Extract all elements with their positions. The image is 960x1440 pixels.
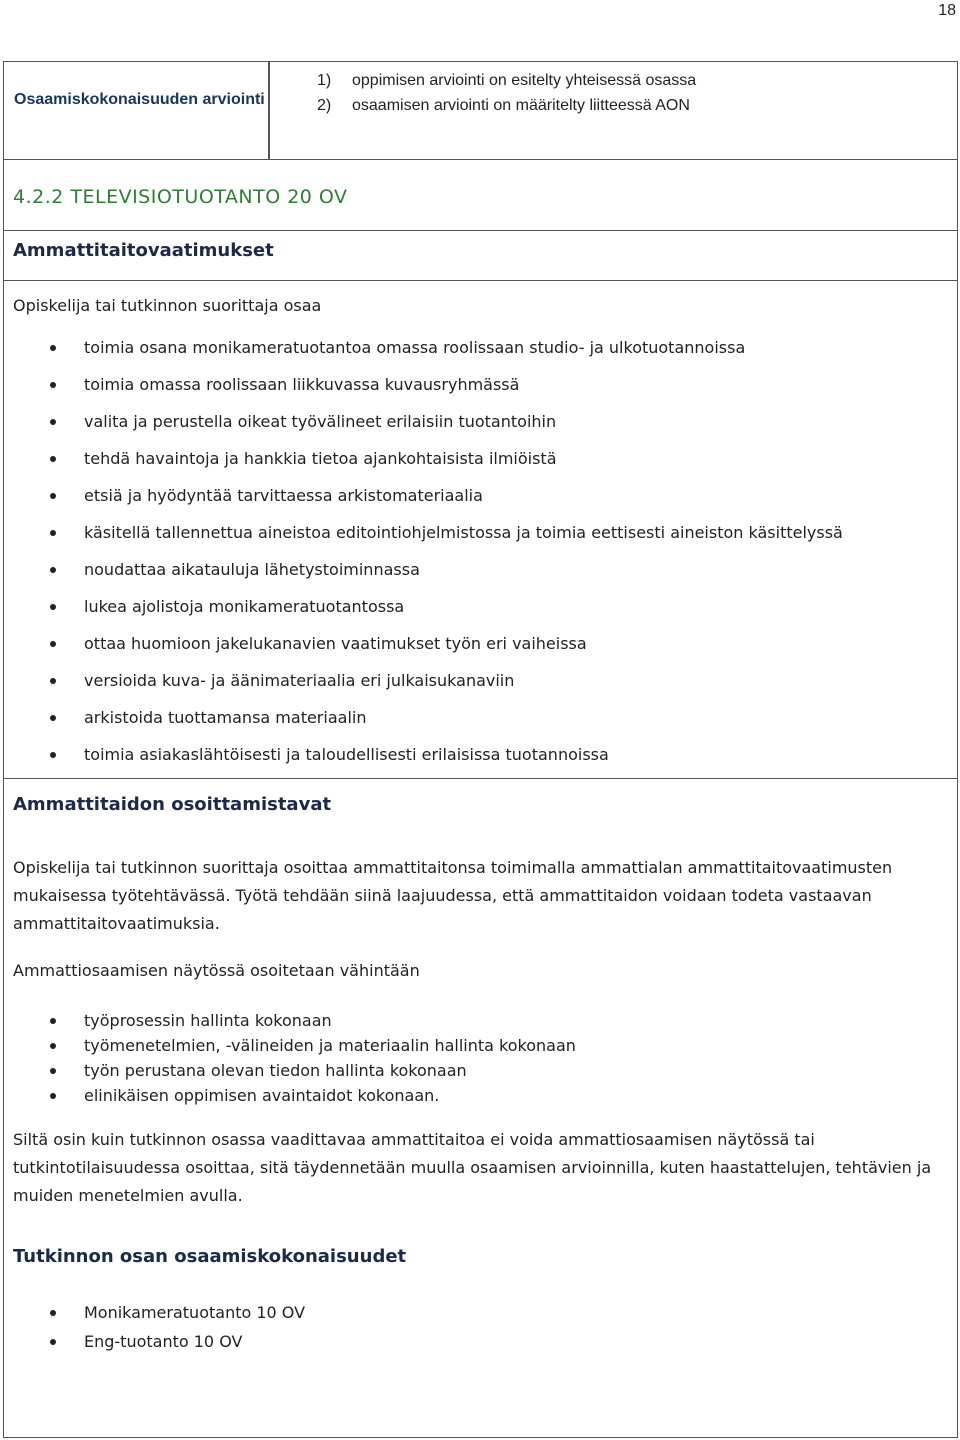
list-item: noudattaa aikatauluja lähetystoiminnassa [0, 551, 843, 588]
assessment-table-label: Osaamiskokonaisuuden arviointi [4, 62, 270, 159]
list-item: Eng-tuotanto 10 OV [0, 1327, 305, 1356]
assessment-item-text: osaamisen arviointi on määritelty liitteessä AON [352, 97, 690, 114]
list-item: työn perustana olevan tiedon hallinta kokonaan [0, 1058, 576, 1083]
paragraph-line: mukaisessa työtehtävässä. Työtä tehdään siinä laajuudessa, että ammattitaidon voidaan todeta vastaavan [13, 886, 872, 905]
list-item: etsiä ja hyödyntää tarvittaessa arkistomateriaalia [0, 477, 843, 514]
list-item: versioida kuva- ja äänimateriaalia eri julkaisukanaviin [0, 662, 843, 699]
requirements-list [0, 329, 843, 773]
list-item: työprosessin hallinta kokonaan [0, 1008, 576, 1033]
list-item: tehdä havaintoja ja hankkia tietoa ajankohtaisista ilmiöistä [0, 440, 843, 477]
assessment-item [317, 68, 696, 93]
section-title: 4.2.2 TELEVISIOTUOTANTO 20 OV [13, 186, 348, 208]
assessment-item-text: oppimisen arviointi on esitelty yhteisessä osassa [352, 72, 697, 89]
list-item: toimia asiakaslähtöisesti ja taloudellisesti erilaisissa tuotannoissa [0, 736, 843, 773]
requirements-intro: Opiskelija tai tutkinnon suorittaja osaa [13, 296, 322, 315]
supplement-paragraph [13, 1126, 943, 1210]
assessment-item-number: 1) [317, 72, 332, 89]
list-item: toimia osana monikameratuotantoa omassa roolissaan studio- ja ulkotuotannoissa [0, 329, 843, 366]
list-item: elinikäisen oppimisen avaintaidot kokonaan. [0, 1083, 576, 1108]
divider [3, 778, 958, 779]
list-item: lukea ajolistoja monikameratuotantossa [0, 588, 843, 625]
modules-heading: Tutkinnon osan osaamiskokonaisuudet [13, 1246, 407, 1267]
list-item: toimia omassa roolissaan liikkuvassa kuvausryhmässä [0, 366, 843, 403]
list-item: valita ja perustella oikeat työvälineet erilaisiin tuotantoihin [0, 403, 843, 440]
demo-intro: Ammattiosaamisen näytössä osoitetaan vähintään [13, 961, 420, 980]
demo-list [0, 1008, 576, 1108]
list-item: Monikameratuotanto 10 OV [0, 1298, 305, 1327]
assessment-table-content [270, 62, 696, 159]
paragraph-line: muiden menetelmien avulla. [13, 1186, 243, 1205]
divider [3, 280, 958, 281]
list-item: työmenetelmien, -välineiden ja materiaalin hallinta kokonaan [0, 1033, 576, 1058]
requirements-heading: Ammattitaitovaatimukset [13, 240, 274, 261]
paragraph-line: Opiskelija tai tutkinnon suorittaja osoittaa ammattitaitonsa toimimalla ammattialan ammattitaitovaatimusten [13, 858, 893, 877]
list-item: arkistoida tuottamansa materiaalin [0, 699, 843, 736]
assessment-list [317, 68, 696, 118]
assessment-table [3, 61, 958, 160]
paragraph-line: ammattitaitovaatimuksia. [13, 914, 220, 933]
demonstration-paragraph [13, 854, 943, 938]
list-item: ottaa huomioon jakelukanavien vaatimukset työn eri vaiheissa [0, 625, 843, 662]
divider [3, 230, 958, 231]
assessment-item-number: 2) [317, 97, 332, 114]
paragraph-line: Siltä osin kuin tutkinnon osassa vaadittavaa ammattitaitoa ei voida ammattiosaamisen näytössä tai [13, 1130, 815, 1149]
paragraph-line: tutkintotilaisuudessa osoittaa, sitä täydennetään muulla osaamisen arvioinnilla, kuten haastattelujen, tehtävien ja [13, 1158, 932, 1177]
list-item: käsitellä tallennettua aineistoa editointiohjelmistossa ja toimia eettisesti aineiston käsittelyssä [0, 514, 843, 551]
demonstration-heading: Ammattitaidon osoittamistavat [13, 794, 332, 815]
page-number: 18 [938, 2, 956, 19]
modules-list [0, 1298, 305, 1356]
assessment-item [317, 93, 696, 118]
